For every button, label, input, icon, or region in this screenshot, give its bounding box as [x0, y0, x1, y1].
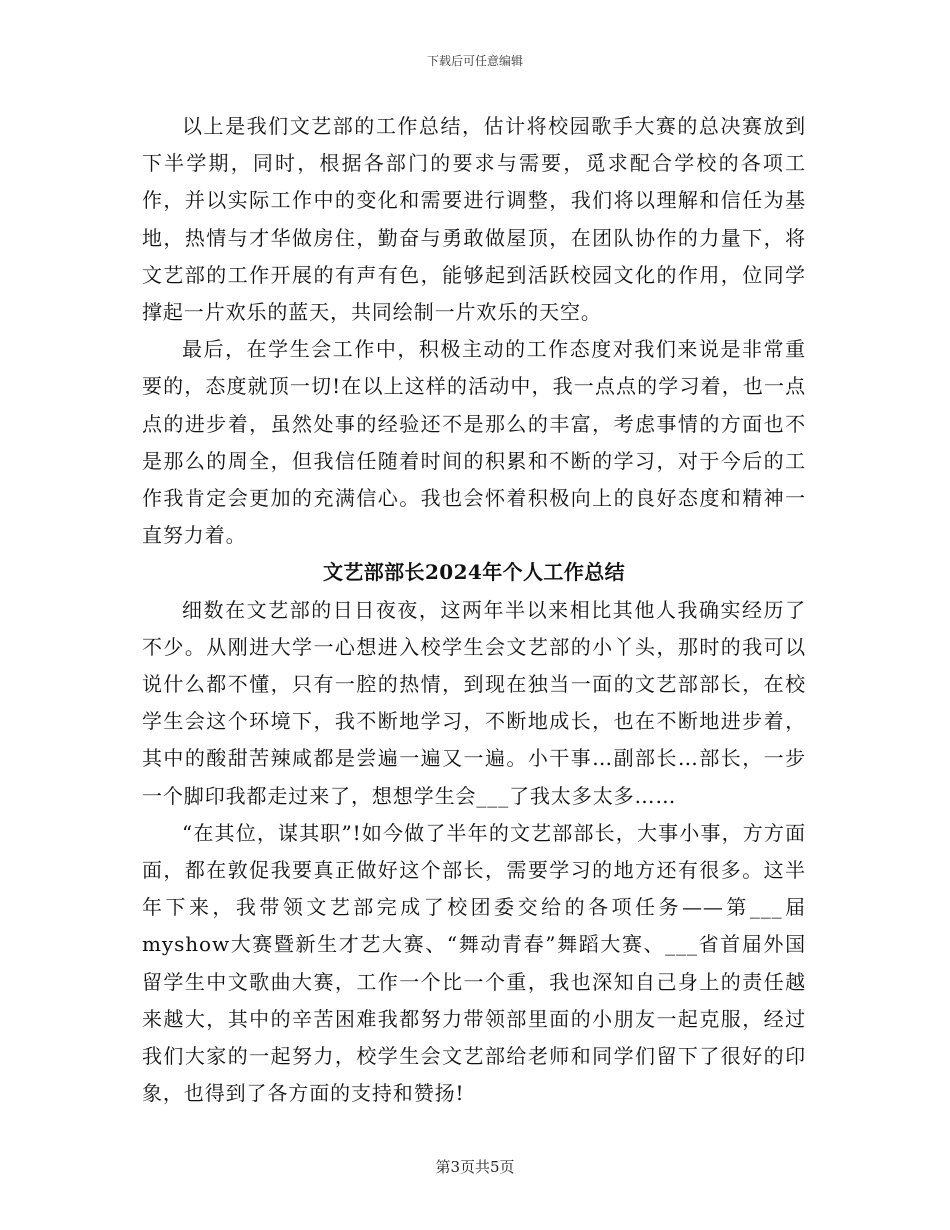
- page-header-note: 下载后可任意编辑: [426, 54, 523, 68]
- paragraph-work-summary: 以上是我们文艺部的工作总结，估计将校园歌手大赛的总决赛放到下半学期，同时，根据各部门的要求与需要，觅求配合学校的各项工作，并以实际工作中的变化和需要进行调整，我们将以理解和信任为基地，热情与才华做房住，勤奋与勇敢做屋顶，在团队协作的力量下，将文艺部的工作开展的有声有色，能够起到活跃校园文化的作用，位同学撑起一片欢乐的蓝天，共同绘制一片欢乐的天空。: [142, 114, 806, 325]
- paragraph-achievements: “在其位，谋其职”!如今做了半年的文艺部部长，大事小事，方方面面，都在敦促我要真正做好这个部长，需要学习的地方还有很多。这半年下来，我带领文艺部完成了校团委交给的各项任务——第___届myshow大赛暨新生才艺大赛、“舞动青春”舞蹈大赛、___省首届外国留学生中文歌曲大赛，工作一个比一个重，我也深知自己身上的责任越来越大，其中的辛苦困难我都努力带领部里面的小朋友一起克服，经过我们大家的一起努力，校学生会文艺部给老师和同学们留下了很好的印象，也得到了各方面的支持和赞扬!: [142, 820, 806, 1106]
- document-body: [142, 108, 806, 1112]
- page-number-footer: 第3页共5页: [435, 1158, 515, 1176]
- paragraph-experience: 细数在文艺部的日日夜夜，这两年半以来相比其他人我确实经历了不少。从刚进大学一心想进入校学生会文艺部的小丫头，那时的我可以说什么都不懂，只有一腔的热情，到现在独当一面的文艺部部长，在校学生会这个环境下，我不断地学习，不断地成长，也在不断地进步着，其中的酸甜苦辣咸都是尝遍一遍又一遍。小干事…副部长…部长，一步一个脚印我都走过来了，想想学生会___了我太多太多……: [142, 597, 806, 808]
- section-title: 文艺部部长2024年个人工作总结: [322, 560, 626, 585]
- paragraph-conclusion: 最后，在学生会工作中，积极主动的工作态度对我们来说是非常重要的，态度就顶一切!在以上这样的活动中，我一点点的学习着，也一点点的进步着，虽然处事的经验还不是那么的丰富，考虑事情的方面也不是那么的周全，但我信任随着时间的积累和不断的学习，对于今后的工作我肯定会更加的充满信心。我也会怀着积极向上的良好态度和精神一直努力着。: [142, 337, 806, 548]
